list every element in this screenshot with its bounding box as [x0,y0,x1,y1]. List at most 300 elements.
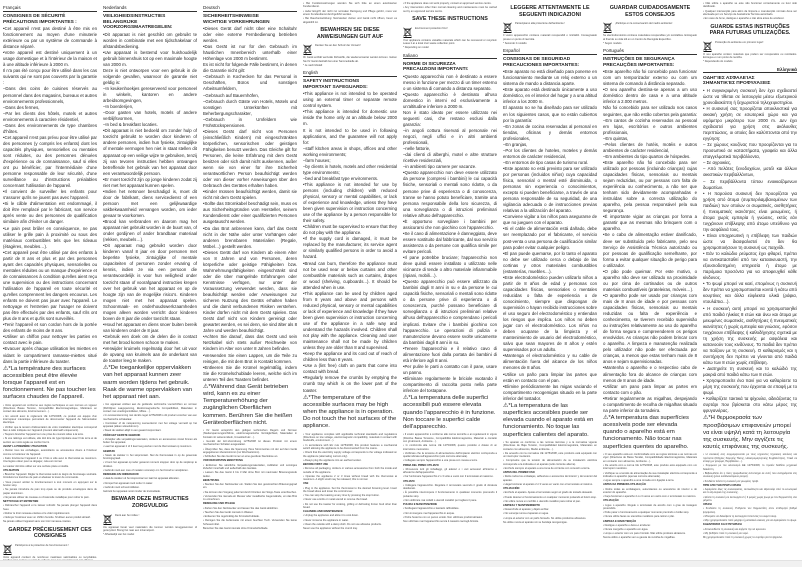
instruction-paragraph: •Use a (lint free) cloth on parts that come into contact with bread. [303,363,397,375]
language-heading: Italiano [403,53,497,60]
fine-print-paragraph: • Gebruik nooit een mes of metalen voorwerp om het brood te verwijderen. [103,469,189,473]
fine-print-paragraph: • Entleeren Sie regelmäßig die Krümelschublade. [203,515,260,519]
fine-print-paragraph: • Θέστε τη συσκευή σε λειτουργία 2 ή 3 φορές χωρίς ψωμί με τον θερμοστάτη στο μέγιστο. [703,495,797,503]
recycling-note-text: Participons à la protection de l'environnement ! [15,543,69,547]
hot-surface-warning-text: *A temperatura das superfícies acessíveis pode ser elevada quando o aparelho está em funcionamento. Não tocar nas superfícies quentes do aparelho. [603,414,689,450]
instruction-paragraph: –Dans des coins de cuisines réservés au personnel dans des magasins, bureaux et autres environnements professionnels, [3,86,97,104]
hot-surface-warning-icon: ⚠ [703,415,709,422]
fine-print-paragraph: • Gebruik nooit schuurmiddelen. [103,485,140,489]
fine-print-paragraph: ΧΡΗΣΗ [703,503,712,507]
document-column [203,2,297,554]
save-instructions-section [403,16,497,36]
fine-print-paragraph: • Rimuovere tutti gli imballaggi, gli adesivi o i vari accessori all'interno e all'esterno dell'apparecchio. [403,467,497,475]
fine-print-paragraph: • Check that the electricity supply voltage corresponds to the voltage indicated on the appliance (alternating current only). [303,451,397,458]
fine-print-section [303,56,397,67]
fine-print-paragraph: • Συνδέστε τη συσκευή. Ρυθμίστε τον θερμοστάτη στον επιθυμητό βαθμό ψησίματος. [703,507,797,514]
instruction-paragraph: •Cet appareil n'est pas prévu pour être utilisé par des personnes (y compris les enfants) dont les capacités physiques, sensorielles ou mentales sont réduites, ou des personnes dénuées d'expérience ou de connaissance, sauf si elles ont pu bénéficier, par l'intermédiaire d'une personne responsable de leur sécurité, d'une surveillance ou d'instructions préalables concernant l'utilisation de l'appareil. [3,134,97,189]
fine-print-paragraph: • Collegare l'apparecchio. Regolare il termostato secondo il grado di doratura desiderato. [403,483,497,491]
instruction-paragraph: •Si le câble d'alimentation est endommagé, il doit être remplacé par le fabricant, son service après vente ou des personnes de qualification similaire afin d'éviter un danger. [3,201,97,225]
fine-print-paragraph: • Μη βυθίζετε ποτέ τη συσκευή σε νερό. [703,531,749,535]
save-instructions-section [303,27,397,53]
fine-print-paragraph: • Plug in the appliance. Set the thermostat to the desired browning level. Insert the bread slices and lower the control lever. [303,486,397,494]
safety-instructions-body [603,69,697,414]
instruction-paragraph: •Si el cable de alimentación está dañado, debe ser reemplazado por el fabricante, el servicio post-venta o una persona de cualificación similar para poder evitar cualquier peligro. [503,226,597,250]
fine-print-paragraph: • Entfernen Sie sämtliche Verpackungsmaterialien, Aufkleber und sonstiges Zubehör innerhalb und außerhalb des Gerätes. [203,463,297,471]
safety-instructions-body [403,74,497,394]
instruction-paragraph: •Utilizar um pano para limpar as partes em contacto com o pão. [603,383,697,395]
fine-print-paragraph: LIMPEZA E MANUTENÇÃO [603,519,637,523]
hot-surface-warning [603,415,697,451]
fine-print-paragraph: • Collegare sempre l'apparecchio a una presa con messa a terra. [403,459,478,463]
language-heading: Deutsch [203,5,297,12]
document-column [303,2,397,554]
fine-print-paragraph: • Verificare che la tensione di alimentazione dell'impianto elettrico corrisponda a quella indicata sull'apparecchio (solo corrente alternata). [403,451,497,459]
fine-print-paragraph: • Gemäß der EU-Verordnung 1275/2008 ist dieses Produkt mit einem mechanischen Schalter ausgestattet. [203,439,297,447]
instruction-paragraph: –Gebrauch durch Gäste von Hotels, Motels und sonstigen Unterkünften mit Beherbergungscharakter, [203,98,297,116]
save-instructions-heading: GUARDAR CUIDADOSAMENTE ESTOS CONSEJOS [609,5,691,18]
fine-print-paragraph: • Qualquer intervenção para além da limpeza e manutenção normais deve ser efectuada por um Serviço de Assistência Técnica autorizado. [703,9,797,17]
instruction-paragraph: •This appliance is not intended to be operated using an external timer or separate remote control system. [303,91,397,109]
instruction-paragraph: •Questo apparecchio è destinato all'uso domestico in interni ed esclusivamente a un'altitudine inferiore a 2000 m. [403,91,497,109]
fine-print-paragraph: • Dompel het apparaat nooit onder in water. [103,481,153,485]
fine-print-paragraph: • Tauchen Sie das Gerät niemals in Wasser. [203,510,254,514]
instruction-paragraph: Non è stato ideato per essere utilizzato nei seguenti casi, che restano esclusi dalla garanzia: [403,109,497,127]
fine-print-paragraph: • Scollegare l'apparecchio e lasciarlo raffreddare. [403,507,460,511]
instruction-paragraph: •Se o cabo de alimentação estiver danificado, deve ser substituído pelo fabricante, pelo seu Serviço de Assistência Técnica autorizado ou por pessoas de qualificação semelhante, por forma a evitar qualquer situação de perigo para o utilizador. [603,232,697,268]
safety-title: CONSIGNES DE SÉCURITÉ PRÉCAUTIONS IMPORTANTES : [3,14,77,25]
hot-surface-warning-text: *Η θερμοκρασία των προσβάσιμων επιφανειών μπορεί να είναι υψηλή κατά τη λειτουργία της συσκευής. Μην αγγίζετε τις καυτές επιφάνειες της συσκευής. [703,415,791,451]
fine-print-paragraph: Μη χρησιμοποιείτε ποτέ τη συσκευή χωρίς το συρτάρι για τα ψίχουλα. [703,536,783,540]
instruction-paragraph: •Houd het apparaat en diens snoer buiten bereik van kinderen onder de 8 jaar. [103,321,197,333]
fine-print-paragraph: NETTOYAGE ET ENTRETIEN [3,499,39,503]
instruction-paragraph: •Se il cavo di alimentazione è danneggiato, deve essere sostituito dal fabbricante, dal suo servizio assistenza o da persone con qualifica simile per evitare pericoli. [403,230,497,254]
fine-print-paragraph: * Depending on model [403,46,429,50]
fine-print-paragraph: • Limpe o exterior com um pano húmido. Não utilize produtos abrasivos. [603,532,686,536]
instruction-paragraph: – Σε περιβάλλοντα τύπου ενοικιαζόμενων δωματίων. [703,178,797,190]
instruction-paragraph: •Questo apparecchio non deve essere utilizzato da persone (compresi i bambini) le cui capacità fisiche, sensoriali o mentali sono ridotte, o da persone prive di esperienza o di conoscenza, tranne se hanno potuto beneficiare, tramite una persona responsabile della loro sicurezza, di una sorveglianza o di istruzioni preliminari relative all'uso dell'apparecchio. [403,170,497,218]
fine-print-paragraph: • Pulire l'esterno con un panno umido. Non utilizzare prodotti abrasivi. [403,515,483,519]
recycling-note-text: Denk aan het milieu ! [115,513,140,517]
instruction-paragraph: •Dieses Gerät darf nicht über eine Schaltuhr oder eine externe Fernbedienung betrieben werden. [203,25,297,44]
instruction-paragraph: El aparato no se ha diseñado para ser utilizado en los siguientes casos, que no están cubiertos por la garantía: [503,105,597,123]
fine-print-section [403,433,497,523]
instruction-paragraph: –in angoli cottura riservati al personale nei negozi, negli uffici e in altri ambienti professionali, [403,128,497,146]
fine-print-paragraph: • Compruebe que la tensión de alimentación de su instalación eléctrica corresponde a la indicada en el aparato (sólo corriente alterna). [503,459,597,466]
fine-print-paragraph: BENUTZUNG [203,478,220,482]
fine-print-paragraph: • Toujours brancher l'appareil sur une prise de courant reliée à la terre. [3,433,84,437]
instruction-paragraph: •Per pulire le parti a contatto con il pane, usare un panno. [403,363,497,375]
instruction-paragraph: •Este aparelho não foi concebido para funcionar com um temporizador externo ou com um sistema de comando à distância separado. [603,69,697,87]
fine-print-paragraph: • Do not use the toaster for cooking, grilling or defrosting frozen food other than bread. [303,502,397,510]
fine-print-paragraph: • Non immergere mai l'apparecchio in acqua. [403,511,455,515]
fine-print-paragraph: • Si une rallonge est utilisée, elle doit être de type bipolaire avec fil de terre et de section au moins égale au cordon fourni. [3,437,97,444]
safety-title: VEILIGHEIDSINSTRUCTIES BELANGRIJKE VOORZORGSMAATREGELEN: [103,14,173,31]
fine-print-paragraph: • Ihr Gerät entspricht den gültigen technischen Regeln und Normen (Niederspannungsrichtlinie, elektromagnetische Verträglichkeit, Materialien in Kontakt mit Lebensmitteln, Umweltschutz…). [203,428,297,439]
instruction-paragraph: – Σε χώρους κουζίνας που προορίζονται για το προσωπικό σε καταστήματα, γραφεία και άλλα επαγγελματικά περιβάλλοντα, [703,142,797,160]
fine-print-paragraph: • Remove all packaging, stickers or various accessories from both the inside and outside of the appliance. [303,467,397,474]
instruction-paragraph: •Keep the appliance and its cord out of reach of children less than 8 years. [303,351,397,363]
fine-print-paragraph: • Controleer of de netspanning overeenkomt met het voltage vermeld op het apparaat (alleen wisselstroom). [103,421,197,429]
fine-print-section [103,526,197,537]
fine-print-section [403,39,497,50]
fine-print-paragraph: • Σύμφωνα με τον κανονισμό ΕΕ 1275/2008, το προϊόν διαθέτει μηχανικό διακόπτη. [703,464,797,471]
fine-print-paragraph: • Ne jamais utiliser de couteau ou d'ustensile métallique pour retirer le pain. [3,495,90,499]
fine-print-paragraph: • Never use a knife or metal utensil to remove the bread. [303,498,368,502]
save-instructions-section [503,5,597,31]
fine-print-paragraph: • Bei Rauchentwicklung: Netzstecker ziehen und Gerät nicht öffnen, bevor es abgekühlt ist. [303,17,397,24]
instruction-paragraph: –Em ambientes do tipo quartos de hóspedes. [603,153,691,159]
instruction-paragraph: –In boerderijen, [103,104,134,110]
recycling-note [503,20,597,31]
safety-title: SICHERHEITSHINWEISE WICHTIGE VORKEHRUNGEN [203,14,270,25]
instruction-paragraph: –Par les clients des hôtels, motels et autres environnements à caractère résidentiel, [3,110,97,122]
fine-print-section [103,403,197,493]
fine-print-paragraph: • Brancher l'appareil. Régler le thermostat selon le degré de brunissage souhaité. Introduire les tranches de pain et abaisser le levier de commande. [3,472,97,480]
instruction-paragraph: It is not intended to be used in following applications, and the guarantee will not apply for: [303,127,397,145]
hot-surface-warning [203,384,297,427]
fine-print-paragraph: • In overeenstemming met de EU-regel 1275/2008 is dit product voorzien van een mechanische schakelaar. [103,414,197,421]
fine-print-paragraph: • Steek de stekker in het stopcontact. Stel de thermostaat in op de gewenste bruiningsgraad. [103,453,197,461]
fine-print-section [203,429,297,530]
fine-print-paragraph: • Verifique se a tensão de alimentação da sua instalação eléctrica corresponde à indicada no aparelho (apenas corrente alternada). [603,471,697,478]
fine-print-paragraph: • Stecken Sie den Netzstecker ein. Stellen Sie den gewünschten Bräunungsgrad ein. [203,483,297,490]
instruction-paragraph: –in ambienti tipo camere per vacanze. [403,164,477,170]
fine-print-paragraph: Ihr Gerät enthält wertvolle Rohstoffe, die wiederverwertet werden können. Geben Sie Ihr Gerät deshalb bei einer Sammelstelle ab. [303,56,397,63]
fine-print-paragraph: ANTES DEL PRIMER USO [503,471,535,475]
instruction-paragraph: •Il convient de surveiller les enfants pour s'assurer qu'ils ne jouent pas avec l'appareil. [3,189,97,201]
instruction-paragraph: •Dit apparaat mag gebruikt worden door kinderen vanaf 8 jaar en door personen met beperkte fysieke, zintuiglijke of mentale capaciteiten of personen zonder ervaring of kennis, indien ze via een persoon die verantwoordelijk is voor hun veiligheid onder toezicht staan of voorafgaand instructies kregen over het gebruik van het apparaat en op de hoogte zijn van de mogelijke risico's. Kinderen mogen niet met het apparaat spelen. Schoonmaak- en onderhoudswerkzaamheden mogen alleen worden verricht door kinderen boven de 8 jaar die onder toezicht staan. [103,243,197,321]
safety-title: NORME DI SICUREZZA PRECAUZIONI IMPORTANTI: [403,61,469,73]
fine-print-section [303,433,397,531]
instruction-paragraph: •O aparelho pode ser usado por crianças com mais de 8 anos de idade e por pessoas com capacidades físicas, sensoriais ou mentais reduzidas ou falta de experiência e conhecimento, se tiverem recebido supervisão ou instruções relativamente ao uso do aparelho de forma segura e compreenderem os perigos envolvidos. As crianças não podem brincar com o aparelho. A limpeza e manutenção realizada pelo utilizador não pode ser efectuada por crianças, a menos que estas tenham mais de 8 anos e sejam supervisionadas. [603,292,697,365]
fine-print-paragraph: • Ne jamais introduire de pain trop épais ou de produits enveloppés dans du papier aluminium. [3,488,97,495]
instruction-paragraph: • Η συσκευή σας προορίζεται αποκλειστικά για οικιακή χρήση σε εσωτερικό χώρο και για υψόμετρο μικρότερο των 2000 m. Δεν έχει σχεδιαστεί για χρήση στις ακόλουθες περιπτώσεις, οι οποίες δεν καλύπτονται από την εγγύηση: [703,105,797,142]
fine-print-paragraph: REINIGING EN ONDERHOUD [103,473,139,477]
recycling-note [303,42,397,53]
instruction-paragraph: Il n'a pas été conçu pour être utilisé dans les cas suivants qui ne sont pas couverts par la garantie : [3,68,97,86]
document-column [103,2,197,554]
hot-surface-warning-text: *Während das Gerät betrieben wird, kann es zu einer Temperaturerhöhung der zugänglichen Oberflächen kommen. Berühren Sie die heißen Geräteoberflächen nicht. [203,383,293,426]
instruction-paragraph: –staff kitchen areas in shops, offices and other working environments; [303,145,397,157]
instruction-paragraph: •Dieses Gerät darf nicht von Personen (einschließlich Kindern) mit eingeschränkten körperlichen, sensorischen oder geistigen Fähigkeiten benutzt werden. Das Gleiche gilt für Personen, die keine Erfahrung mit dem Gerät besitzen oder sich damit nicht auskennen, außer wenn sie von einer für ihre Sicherheit verantwortlichen Person beaufsichtigt werden oder von dieser vorher Anweisungen über den Gebrauch des Gerätes erhalten haben. [203,128,297,189]
instruction-paragraph: •Tenir l'appareil et son cordon hors de la portée des enfants de moins de 8 ans. [3,322,97,334]
instruction-paragraph: •Conviene vigilar a los niños para asegurarse de que no jueguen con el aparato. [503,214,597,226]
fine-print-paragraph: PRIMA DEL PRIMO UTILIZZO [403,463,439,467]
document-column [603,2,697,554]
fine-print-paragraph: LIMPIEZA Y MANTENIMIENTO [503,504,540,508]
fine-print-paragraph: • Ziehen Sie den Netzstecker und lassen Sie das Gerät abkühlen. [203,506,279,510]
hot-surface-warning-text: *De toegankelijke oppervlakken van het apparaat kunnen zeer warm worden tijdens het gebruik. Raak de warme oppervlakken van het apparaat niet aan. [103,365,193,400]
hot-surface-warning-text: *The temperature of the accessible surfaces may be high when the appliance is in operation. Do not touch the hot surfaces of the appliance. [303,394,397,430]
fine-print-paragraph: • Il vostro apparecchio è conforme alle norme tecniche e ai regolamenti in vigore (Direttive Bassa Tensione, Compatibilità Elettromagnetica, Materiali a contatto con gli alimenti, Ambiente…). [403,433,497,443]
fine-print-paragraph: • Retirer tous les emballages, autocollants ou accessoires divers à l'intérieur comme à l'extérieur de l'appareil. [3,449,97,456]
fine-print-section [603,453,697,540]
instruction-paragraph: •Sollte das Stromkabel beschädigt sein, muss es aus Sicherheitsgründen vom Hersteller, seinem Kundendienst oder einer qualifizierten Personen ausgetauscht werden. [203,201,297,225]
fine-print-paragraph: Nunca utilize o aparelho sem a gaveta de recolha de migalhas. [603,536,676,540]
instruction-paragraph: •Elimine periódicamente las migas vaciando el compartimento recogemigas situado en la parte inferior del tostador. [503,383,597,401]
instruction-paragraph: •Er moet toezicht zijn op jonge kinderen zodat zij niet met het apparaat kunnen spelen. [103,176,197,188]
save-instructions-heading: BEWAAR DEZE INSTRUCTIES ZORGVULDIG [111,496,189,510]
instruction-paragraph: •O pão pode queimar. Por este motivo, o aparelho não deve ser utilizado na proximidade ou por cima de cortinados ou de outros materiais combustíveis (prateleiras, móveis…). [603,268,697,292]
hot-surface-warning-icon: ⚠ [103,365,109,372]
language-heading: Français [3,5,97,12]
fine-print-paragraph: • In accordance with EU rule 1275/2008, this product features a mechanical switch allowing the appliance to be disconnected from the mains. [303,443,397,450]
fine-print-paragraph: Benutzen Sie das Gerät niemals ohne Krümelschublade. [203,526,269,530]
fine-print-paragraph: * Je nach Modell [303,63,323,67]
language-heading: Ελληνικά [703,67,797,74]
fine-print-paragraph: VOR DER ERSTEN BENUTZUNG [203,459,244,463]
fine-print-paragraph: • Ligue sempre o aparelho a uma tomada com ligação à terra. [603,479,675,483]
crossed-bin-icon [503,20,512,31]
document-column [703,2,797,554]
fine-print-paragraph: • Συνδέετε πάντα τη συσκευή σε γειωμένη πρίζα. [703,479,759,483]
instruction-paragraph: •This appliance can be used by children aged from 8 years and above and persons with reduced physical, sensory or mental capabilities or lack of experience and knowledge if they have been given supervision or instruction concerning use of the appliance in a safe way and understand the hazards involved. Children shall not play with the appliance. Cleaning and user maintenance shall not be made by children unless they are older than 8 and supervised. [303,290,397,351]
instruction-paragraph: • Η παρούσα συσκευή δεν προορίζεται για χρήση από άτομα (συμπεριλαμβανομένων των παιδιών) των οποίων οι σωματικές, αισθητήριες ή πνευματικές ικανότητες είναι μειωμένες, ή άτομα χωρίς εμπειρία ή γνώσεις, εκτός εάν τυγχάνουν επίβλεψης από άτομο υπεύθυνο για την ασφάλειά τους. [703,190,797,232]
fine-print-section [403,2,497,13]
hot-surface-warning-text: *La temperatura de las superficies accesibles puede ser elevada cuando el aparato está en funcionamiento. No toque las superficies calientes del aparato. [503,402,594,438]
fine-print-paragraph: • Μπορείτε να διακόψετε τη λειτουργία πατώντας το κουμπί stop. [703,515,777,519]
fine-print-paragraph: * Secondo il modello [503,41,527,45]
instruction-paragraph: –Em cantos de cozinha reservados ao pessoal em lojas, escritórios e outros ambientes profissionais, [603,117,697,135]
instruction-paragraph: •Este aparato no está previsto para ser utilizado por personas (incluidos niños) cuya capacidad física, sensorial o mental esté disminuida, o personas sin experiencia o conocimientos, excepto si pueden beneficiarse, a través de una persona responsable de su seguridad, de una vigilancia adecuada o de instrucciones previas relativas a la utilización del aparato. [503,165,597,214]
fine-print-paragraph: • Retire todas as embalagens, autocolantes ou acessórios do interior e do exterior do aparelho. [603,487,697,494]
instruction-paragraph: •Votre appareil est destiné uniquement à un usage domestique et à l'intérieur de la maison et à une altitude inférieure à 2000 m. [3,50,97,68]
fine-print-section [703,53,797,64]
recycling-note [3,542,97,553]
hot-surface-warning-icon: ⚠ [503,402,509,409]
fine-print-paragraph: USE [303,482,309,486]
fine-print-paragraph: • Puede detener el funcionamiento en cualquier momento pulsando el botón stop. [503,495,597,499]
instruction-paragraph: –Pelos clientes de hotéis, motéis e outros ambientes de carácter residencial, [603,141,697,153]
fine-print-paragraph: PULIZIA E MANUTENZIONE [403,503,438,507]
fine-print-paragraph: • Ligue o aparelho. Regule o termóstato de acordo com o grau de tostagem pretendido. [603,503,697,510]
crossed-bin-icon [703,39,712,50]
instruction-paragraph: •Utiliser un chiffon pour nettoyer les parties en contact avec le pain. [3,334,97,346]
fine-print-paragraph: • Always plug the appliance into an earthed socket. [303,458,362,462]
instruction-paragraph: •Achten Sie darauf, dass das Gerät und sein Netzkabel sich stets außer Reichweite von Kindern im Alter von unter 8 Jahren befinden. [203,334,297,352]
fine-print-paragraph: • Never immerse the appliance in water. [303,518,349,522]
save-instructions-heading: SAVE THESE INSTRUCTIONS [412,16,488,23]
fine-print-paragraph: • Bei Funktionsstörungen wenden Sie sich bitte an einen autorisierten Kundendienst. [303,2,397,9]
instruction-paragraph: •Brood kan verbranden en daarom mag het apparaat niet gebruikt worden in de buurt van, of onder gordijnen of ander brandbaar materiaal (rekken, meubels…). [103,219,197,243]
fine-print-section [703,2,797,21]
instruction-paragraph: Deze is niet ontworpen voor een gebruik in de volgende gevallen, waarvoor de garantie niet geldig is: [103,67,197,85]
language-heading: Nederlands [103,5,197,12]
hot-surface-warning-icon: ⚠ [303,394,309,401]
fine-print-paragraph: • Αποσυνδέστε τη συσκευή και αφήστε την να κρυώσει. [703,527,767,531]
instruction-paragraph: –En zonas de cocina reservadas al personal en tiendas, oficinas y demás entornos profesionales, [503,123,597,141]
instruction-paragraph: –by clients in hotels, motels and other residential type environments; [303,163,397,175]
instruction-paragraph: –In keukenhoekjes gereserveerd voor personeel in winkels, kantoren en andere arbeidsomgevingen, [103,86,197,104]
instruction-paragraph: •Uw apparaat is bestemd voor huishoudelijk gebruik binnenshuis tot op een maximale hoogte van 2000 m. [103,49,197,67]
instruction-paragraph: •Verwijder kruimels regelmatig door het uit voor de opvang van kruimels aan de onderkant van de toaster leeg te maken. [103,346,197,364]
language-heading: Português [603,48,697,55]
recycling-note-text: Environment protection first ! [415,26,449,30]
instruction-paragraph: •Cet appareil n'est pas destiné à être mis en fonctionnement au moyen d'une minuterie extérieure ou par un système de commande à distance séparé. [3,25,97,50]
instruction-paragraph: • Η συσκευή αυτή μπορεί να χρησιμοποιηθεί από παιδιά ηλικίας 8 ετών και άνω και άτομα με μειωμένες σωματικές, αισθητήριες ή πνευματικές ικανότητες ή χωρίς εμπειρία και γνώσεις, εφόσον τυγχάνουν επίβλεψης ή καθοδήγησης σχετικά με τη χρήση της συσκευής με ασφάλεια και κατανοούν τους κινδύνους. Τα παιδιά δεν πρέπει να παίζουν με τη συσκευή. Ο καθαρισμός και η συντήρηση δεν πρέπει να γίνονται από παιδιά κάτω των 8 ετών χωρίς επίβλεψη. [703,305,797,365]
fine-print-section [503,441,597,524]
instruction-paragraph: •Este aparato no está diseñado para ponerse en funcionamiento mediante un reloj externo o un sistema de mando a distancia aparte. [503,69,597,87]
hot-surface-warning-icon: ⚠ [203,383,209,390]
instruction-paragraph: •Dit apparaat is niet bedoeld om zonder hulp of toezicht gebruikt te worden door kinderen of andere personen, indien hun fysieke, zintuiglijke of mentale vermogen hen niet in staat stellen dit apparaat op een veilige wijze te gebruiken, tenzij zij van tevoren instructies hebben ontvangen betreffende het gebruik van het apparaat door een verantwoordelijk persoon. [103,128,197,176]
fine-print-paragraph: Never use the appliance without the crumb tray. [303,527,358,531]
hot-surface-warning [103,365,197,401]
fine-print-paragraph: • Αφαιρέστε όλες τις συσκευασίες, αυτοκόλλητα και αξεσουάρ από το εσωτερικό και το εξωτερικό της συσκευής. [703,488,797,495]
fine-print-paragraph: REINIGUNG UND PFLEGE [203,502,236,506]
hot-surface-warning-text: *La temperatura delle superfici accessibili può essere elevata quando l'apparecchio è in funzione. Non toccare le superfici calde dell'apparecchio. [403,395,496,430]
fine-print-paragraph: • Jeder Eingriff, der nicht zur normalen Reinigung und Pflege gehört, muss von einem Kundendienst durchgeführt werden. [303,9,397,17]
instruction-paragraph: •Questo apparecchio può essere utilizzato da bambini dagli 8 anni in su e da persone le cui capacità fisiche, sensoriali o mentali sono ridotte o da persone prive di esperienza o di conoscenza, purché possano beneficiare di sorveglianza o di istruzioni preliminari relative all'uso dell'apparecchio e comprendano i pericoli implicati. Evitare che i bambini giochino con l'apparecchio. Le operazioni di pulizia e manutenzione devono essere svolte unicamente da bambini dagli 8 anni in su. [403,279,497,345]
instruction-paragraph: –En granjas, [503,141,528,147]
hot-surface-warning [3,366,97,402]
instruction-paragraph: – Σε αγροικίες, [703,160,732,166]
fine-print-paragraph: * Afhankelijk van het model [103,533,135,537]
fine-print-paragraph: • No utilice nunca un cuchillo o utensilio metálico para retirar el pan. [503,499,581,503]
document-column [3,2,97,559]
instruction-paragraph: •Indien het netsnoer beschadigd is, moet dit door de fabrikant, diens servicedienst of een persoon met een gelijkwaardige vakbekwaamheid vervangen worden, om ieder gevaar te voorkomen. [103,188,197,218]
instruction-paragraph: –En entornos de tipo casas de turismo rural. [503,159,589,165]
fine-print-paragraph: Your appliance contains valuable materials which can be recovered or recycled. Leave it at a local civic waste collection point. [403,38,497,46]
instruction-paragraph: • Είναι υποχρεωτική η επίβλεψη των παιδιών ώστε να διασφαλιστεί ότι δεν θα χρησιμοποιήσουν τη συσκευή ως παιχνίδι. [703,232,797,251]
hot-surface-warning-icon: ⚠ [3,365,9,372]
fine-print-paragraph: • Enchufe el aparato. Ajuste el termostato según el grado de tostado deseado. [503,491,593,495]
fine-print-paragraph: • Desenchufe el aparato y déjelo enfriar. [503,508,550,512]
recycling-note-text: Denken Sie an den Schutz der Umwelt ! [315,44,361,48]
fine-print-paragraph: ΚΑΘΑΡΙΣΜΟΣ ΚΑΙ ΣΥΝΤΗΡΗΣΗ [703,523,742,527]
crossed-bin-icon [403,25,412,36]
fine-print-paragraph: Il vostro apparecchio contiene materiali recuperabili o riciclabili. Consegnatelo presso un punto di raccolta. [503,34,597,41]
fine-print-paragraph: • Far funzionare l'apparecchio 2 o 3 volte a vuoto con il termostato al massimo. [403,475,494,479]
recycling-note-text: ¡Participe en la conservación del medio ambiente! [615,22,673,26]
recycling-note [103,512,197,523]
instruction-paragraph: •Das Gerät ist nur für den Gebrauch im häuslichen Innenbereich unterhalb einer Höhenlage von 2000 m bestimmt. [203,44,297,62]
recycling-note-text: Partecipiamo alla protezione dell'ambiente ! [515,22,566,26]
instruction-paragraph: –bed and breakfast type environments. [303,175,379,181]
instruction-paragraph: • Χρησιμοποιείτε ένα πανί για να καθαρίσετε τα μέρη της συσκευής που έρχονται σε επαφή με το ψωμί. [703,378,797,396]
fine-print-paragraph: • Μην χρησιμοποιείτε ποτέ μαχαίρι ή μεταλλικό σκεύος για να αφαιρέσετε το ψωμί. [703,519,797,523]
fine-print-paragraph: • Steek de stekker altijd in een geaard stopcontact. [103,429,162,433]
fine-print-paragraph: • Verwenden Sie niemals ein Messer oder metallische Gegenstände, um das Brot zu entnehmen. [203,494,297,502]
hot-surface-warning-icon: ⚠ [603,414,609,421]
fine-print-paragraph: GEBRUIK [103,449,115,453]
fine-print-paragraph: • Nettoyer l'extérieur avec un chiffon humide. N'utiliser aucun produit abrasif. [3,515,91,519]
instruction-paragraph: –Gebrauch auf Bauernhöfen, [203,92,260,98]
fine-print-paragraph: • In conformità alla norma UE 1275/2008, questo prodotto è dotato di un interruttore meccanico. [403,444,497,451]
save-instructions-section [103,496,197,522]
instruction-paragraph: •Children must be supervised to ensure that they do not play with the appliance. [303,224,397,236]
fine-print-paragraph: • Débrancher l'appareil et le laisser refroidir. Ne jamais plonger l'appareil dans l'eau. [3,504,97,511]
safety-instructions-body [203,26,297,383]
instruction-paragraph: •Retirar regularmente as migalhas, despejando o compartimento de recolha de migalhas situado na parte inferior da torradeira. [603,395,697,413]
page-bottom-edge [0,560,802,567]
recycling-note-text: Protecção do ambiente em primeiro lugar! [715,40,764,44]
instruction-paragraph: • Εάν το καλώδιο ρεύματος έχει φθαρεί, πρέπει να αντικατασταθεί από τον κατασκευαστή, την εξουσιοδοτημένη υπηρεσία ή άτομο με παρόμοια προσόντα για να αποφευχθεί κάθε κίνδυνος. [703,251,797,281]
hot-surface-warning-icon: ⚠ [403,395,409,402]
fine-print-paragraph: • Any intervention other than normal cleaning and maintenance must be carried out by an approved service centre. [403,6,497,13]
instruction-paragraph: •Gebruik een doek om de delen die in contact met het brood komen schoon te maken. [103,333,197,345]
fine-print-paragraph: • È possibile interrompere il funzionamento in qualsiasi momento premendo il pulsante stop. [403,491,497,498]
fine-print-paragraph: UTILIZZO [403,479,415,483]
fine-print-paragraph: • You can stop the toasting at any time by pressing the stop button. [303,494,380,498]
fine-print-section [303,2,397,24]
fine-print-paragraph: CLEANING AND MAINTENANCE [303,510,343,514]
fine-print-paragraph: Su electrodoméstico contiene materiales recuperables y/o reciclables. Entréguelo al final de su vida útil en un Centro de Recogida Específico. [603,34,697,41]
safety-instructions-body [103,32,197,365]
fine-print-paragraph: • Non utilizzare mai coltelli o utensili metallici per togliere il pane. [403,498,477,502]
fine-print-paragraph: • Sie können den Vorgang jederzeit durch Drücken der Stopp-Taste unterbrechen. [203,490,297,494]
hot-surface-warning-text: *La température des surfaces accessibles peut être élevée lorsque l'appareil est en fonctionnement. Ne pas toucher les surfaces chaudes de l'appareil. [3,365,96,401]
fine-print-paragraph: • Haga funcionar el aparato 2 ó 3 veces en vacío con el termostato al máximo. [503,483,593,487]
instruction-paragraph: •Este electrodoméstico pueden utilizarlo niños a partir de 8 años de edad y personas con capacidades físicas, sensoriales o mentales reducidas o falta de experiencia o de conocimiento, siempre que dispongan de supervisión o hayan recibido instrucciones sobre el uso seguro del electrodoméstico y entiendan los riesgos que implica. Los niños no deben jugar con el electrodoméstico. Los niños no deben ocuparse de la limpieza y el mantenimiento de usuario del electrodoméstico, salvo que sean mayores de 8 años y estén supervisados por un adulto. [503,274,597,353]
fine-print-paragraph: Votre appareil contient de nombreux matériaux valorisables ou recyclables. [3,555,97,559]
crossed-bin-icon [103,512,112,523]
instruction-paragraph: –Por los clientes de hoteles, moteles y demás entornos de carácter residencial, [503,147,597,159]
hot-surface-warning [703,415,797,451]
fine-print-paragraph: Gebruik het apparaat nooit zonder de kruimellade. [103,490,161,494]
instruction-paragraph: Es ist nicht für folgende Fälle bestimmt, in denen die Garantie nicht gilt: [203,62,297,74]
instruction-paragraph: •This appliance is not intended for use by persons (including children) with reduced physical, sensory or mental capabilities, or lack of experience and knowledge, unless they have been given supervision or instruction concerning use of the appliance by a person responsible for their safety. [303,181,397,224]
instruction-paragraph: –Gebrauch in Kochecken für das Personal in Geschäften, Büros und sonstigen Arbeitsumfeldern, [203,74,297,92]
language-heading: English [303,70,397,77]
fine-print-paragraph: • Nunca utilize facas ou utensílios metálicos para retirar o pão. [603,515,675,519]
recycling-note [603,20,697,31]
instruction-paragraph: •Il pane potrebbe bruciare; l'apparecchio non deve quindi essere installato o utilizzato nelle vicinanze di tende o altro materiale infiammabile (ripiani, mobili…). [403,255,497,279]
safety-title: CONSIGNAS DE SEGURIDAD PRECAUCIONES IMPORTANTES: [503,57,580,68]
instruction-paragraph: •Mantenha o aparelho e o respectivo cabo de alimentação fora do alcance de crianças com menos de 8 anos de idade. [603,365,697,383]
recycling-note [403,25,497,36]
fine-print-paragraph: • Überprüfen Sie, dass die Spannung Ihres Stromnetzes mit der auf dem Gerät angegebenen übereinstimmt (nur Wechselstrom). [203,447,297,454]
hot-surface-warning [503,403,597,439]
fine-print-paragraph: • Retirer le tiroir ramasse-miettes et le vider régulièrement. [3,511,71,515]
fine-print-paragraph: • Em caso de fumo, desligue o aparelho e não abra antes de arrefecer. [703,17,785,21]
instruction-paragraph: •Da das Brot anbrennen kann, darf das Gerät nicht in der Nähe oder unter Vorhängen oder anderen brennbaren Materialien (Regale, Möbel…) gestellt werden. [203,225,297,249]
fine-print-paragraph: • Vous pouvez arrêter le fonctionnement à tout moment en appuyant sur le bouton stop. [3,480,97,487]
safety-instructions-body [703,88,797,415]
fine-print-paragraph: • U kunt het apparaat op ieder gewenst moment stoppen door op de stopknop te drukken. [103,461,197,468]
fine-print-paragraph: * Dependendo do modelo [703,60,733,64]
instruction-paragraph: •El pan puede quemarse, por lo tanto el aparato no debe ser utilizado cerca o debajo de las cortinas y otros materiales combustibles (estanterías, muebles…). [503,250,597,274]
save-instructions-section [703,24,797,50]
safety-title: ΟΔΗΓΊΕΣ ΑΣΦΑΛΕΊΑΣ ΣΗΜΑΝΤΙΚΈΣ ΠΡΟΦΥΛΆΞΕΙΣ [703,75,771,87]
instruction-paragraph: –Dans des fermes, [3,104,40,110]
instruction-paragraph: •Dieses Gerät darf von Kindern ab einem Alter von 8 Jahren und von Personen, deren körperliche oder geistige Fähigkeiten bzw. Wahrnehmungsfähigkeiten eingeschränkt sind oder die über mangelnde Erfahrungen oder Kenntnisse verfügen, nur unter der Voraussetzung verwendet werden, dass sie beaufsichtigt werden oder Anweisungen zur sicheren Nutzung des Geräts erhalten haben und die damit verbundenen Risiken verstehen. Kinder dürfen nicht mit dem Gerät spielen. Das Gerät darf nicht von Kindern gereinigt oder gewartet werden, es sei denn, sie sind älter als 8 Jahre und werden beaufsichtigt. [203,249,297,334]
fine-print-paragraph: UTILISATION [3,468,20,472]
fine-print-paragraph: • Votre appareil est conforme aux règles techniques et aux normes en vigueur (Directives Basse Tension, Compatibilité Electromagnétique, Matériaux en contact des aliments, Environnement…). [3,403,97,414]
fine-print-paragraph: • En accord avec le règlement UE 1275/2008, ce produit est équipé d'un interrupteur mécanique permettant de déconnecter l'appareil de l'alimentation électrique. [3,414,97,425]
fine-print-paragraph: • Operate the appliance 2 or 3 times without bread with the thermostat at maximum. A slight smell may be released; this is normal. [303,474,397,482]
instruction-paragraph: –Dans des environnements de type chambres d'hôtes. [3,122,97,134]
hot-surface-warning [403,395,497,431]
fine-print-paragraph: • Não utilize o aparelho se este não funcionar correctamente ou tiver sido danificado. [703,2,797,9]
fine-print-paragraph: UTILIZACIÓN [503,487,520,491]
instruction-paragraph: • Το ψωμί μπορεί να καεί, επομένως η συσκευή δεν πρέπει να χρησιμοποιείται κοντά ή κάτω από κουρτίνες και άλλα εύφλεκτα υλικά (ράφια, ντουλάπια…). [703,281,797,305]
hot-surface-warning [303,395,397,431]
instruction-paragraph: •Cet appareil peut être utilisé par des enfants à partir de 8 ans et plus et par des personnes ayant des capacités physiques, sensorielles ou mentales réduites ou un manque d'expérience et de connaissances à condition qu'elles aient reçu une supervision ou des instructions concernant l'utilisation de l'appareil en toute sécurité et qu'elles comprennent les dangers encourus. Les enfants ne doivent pas jouer avec l'appareil. Le nettoyage et l'entretien par l'usager ne doivent pas être effectués par des enfants, sauf s'ils ont plus de 8 ans et qu'ils sont surveillés. [3,249,97,322]
fine-print-paragraph: • Reinigen Sie die Außenseite mit einem feuchten Tuch. Verwenden Sie keine Scheuermittel. [203,519,297,526]
instruction-paragraph: –In bed & breakfast locaties. [103,122,158,128]
fine-print-paragraph: BEFORE FIRST USE [303,463,329,467]
instruction-paragraph: Não foi concebido para ser utilizado nos casos seguintes, que não estão cobertos pela garantia: [603,105,697,117]
fine-print-section [703,453,797,539]
save-instructions-heading: BEWAHREN SIE DIESE ANWEISUNGEN GUT AUF [316,27,384,40]
crossed-bin-icon [603,20,612,31]
instruction-paragraph: •Le pain peut brûler en conséquence, ne pas utiliser le grille pain à proximité ou sous des matériaux combustibles tels que les rideaux (étagères, meubles…). [3,225,97,249]
fine-print-paragraph: • Haal de stekker uit het stopcontact en laat het apparaat afkoelen. [103,477,180,481]
fine-print-section [3,404,97,524]
fine-print-paragraph: • Βεβαιωθείτε ότι η τάση τροφοδοσίας αντιστοιχεί σε αυτή που αναγράφεται στη συσκευή (μόνο εναλλασσόμενο ρεύμα). [703,471,797,479]
instruction-paragraph: •Dit apparaat is niet geschikt om gebruikt te worden in combinatie met een tijdschakelaar of afstandsbediening. [103,31,197,49]
fine-print-paragraph: Ne jamais utiliser l'appareil sans son tiroir ramasse-miettes. [3,520,72,524]
